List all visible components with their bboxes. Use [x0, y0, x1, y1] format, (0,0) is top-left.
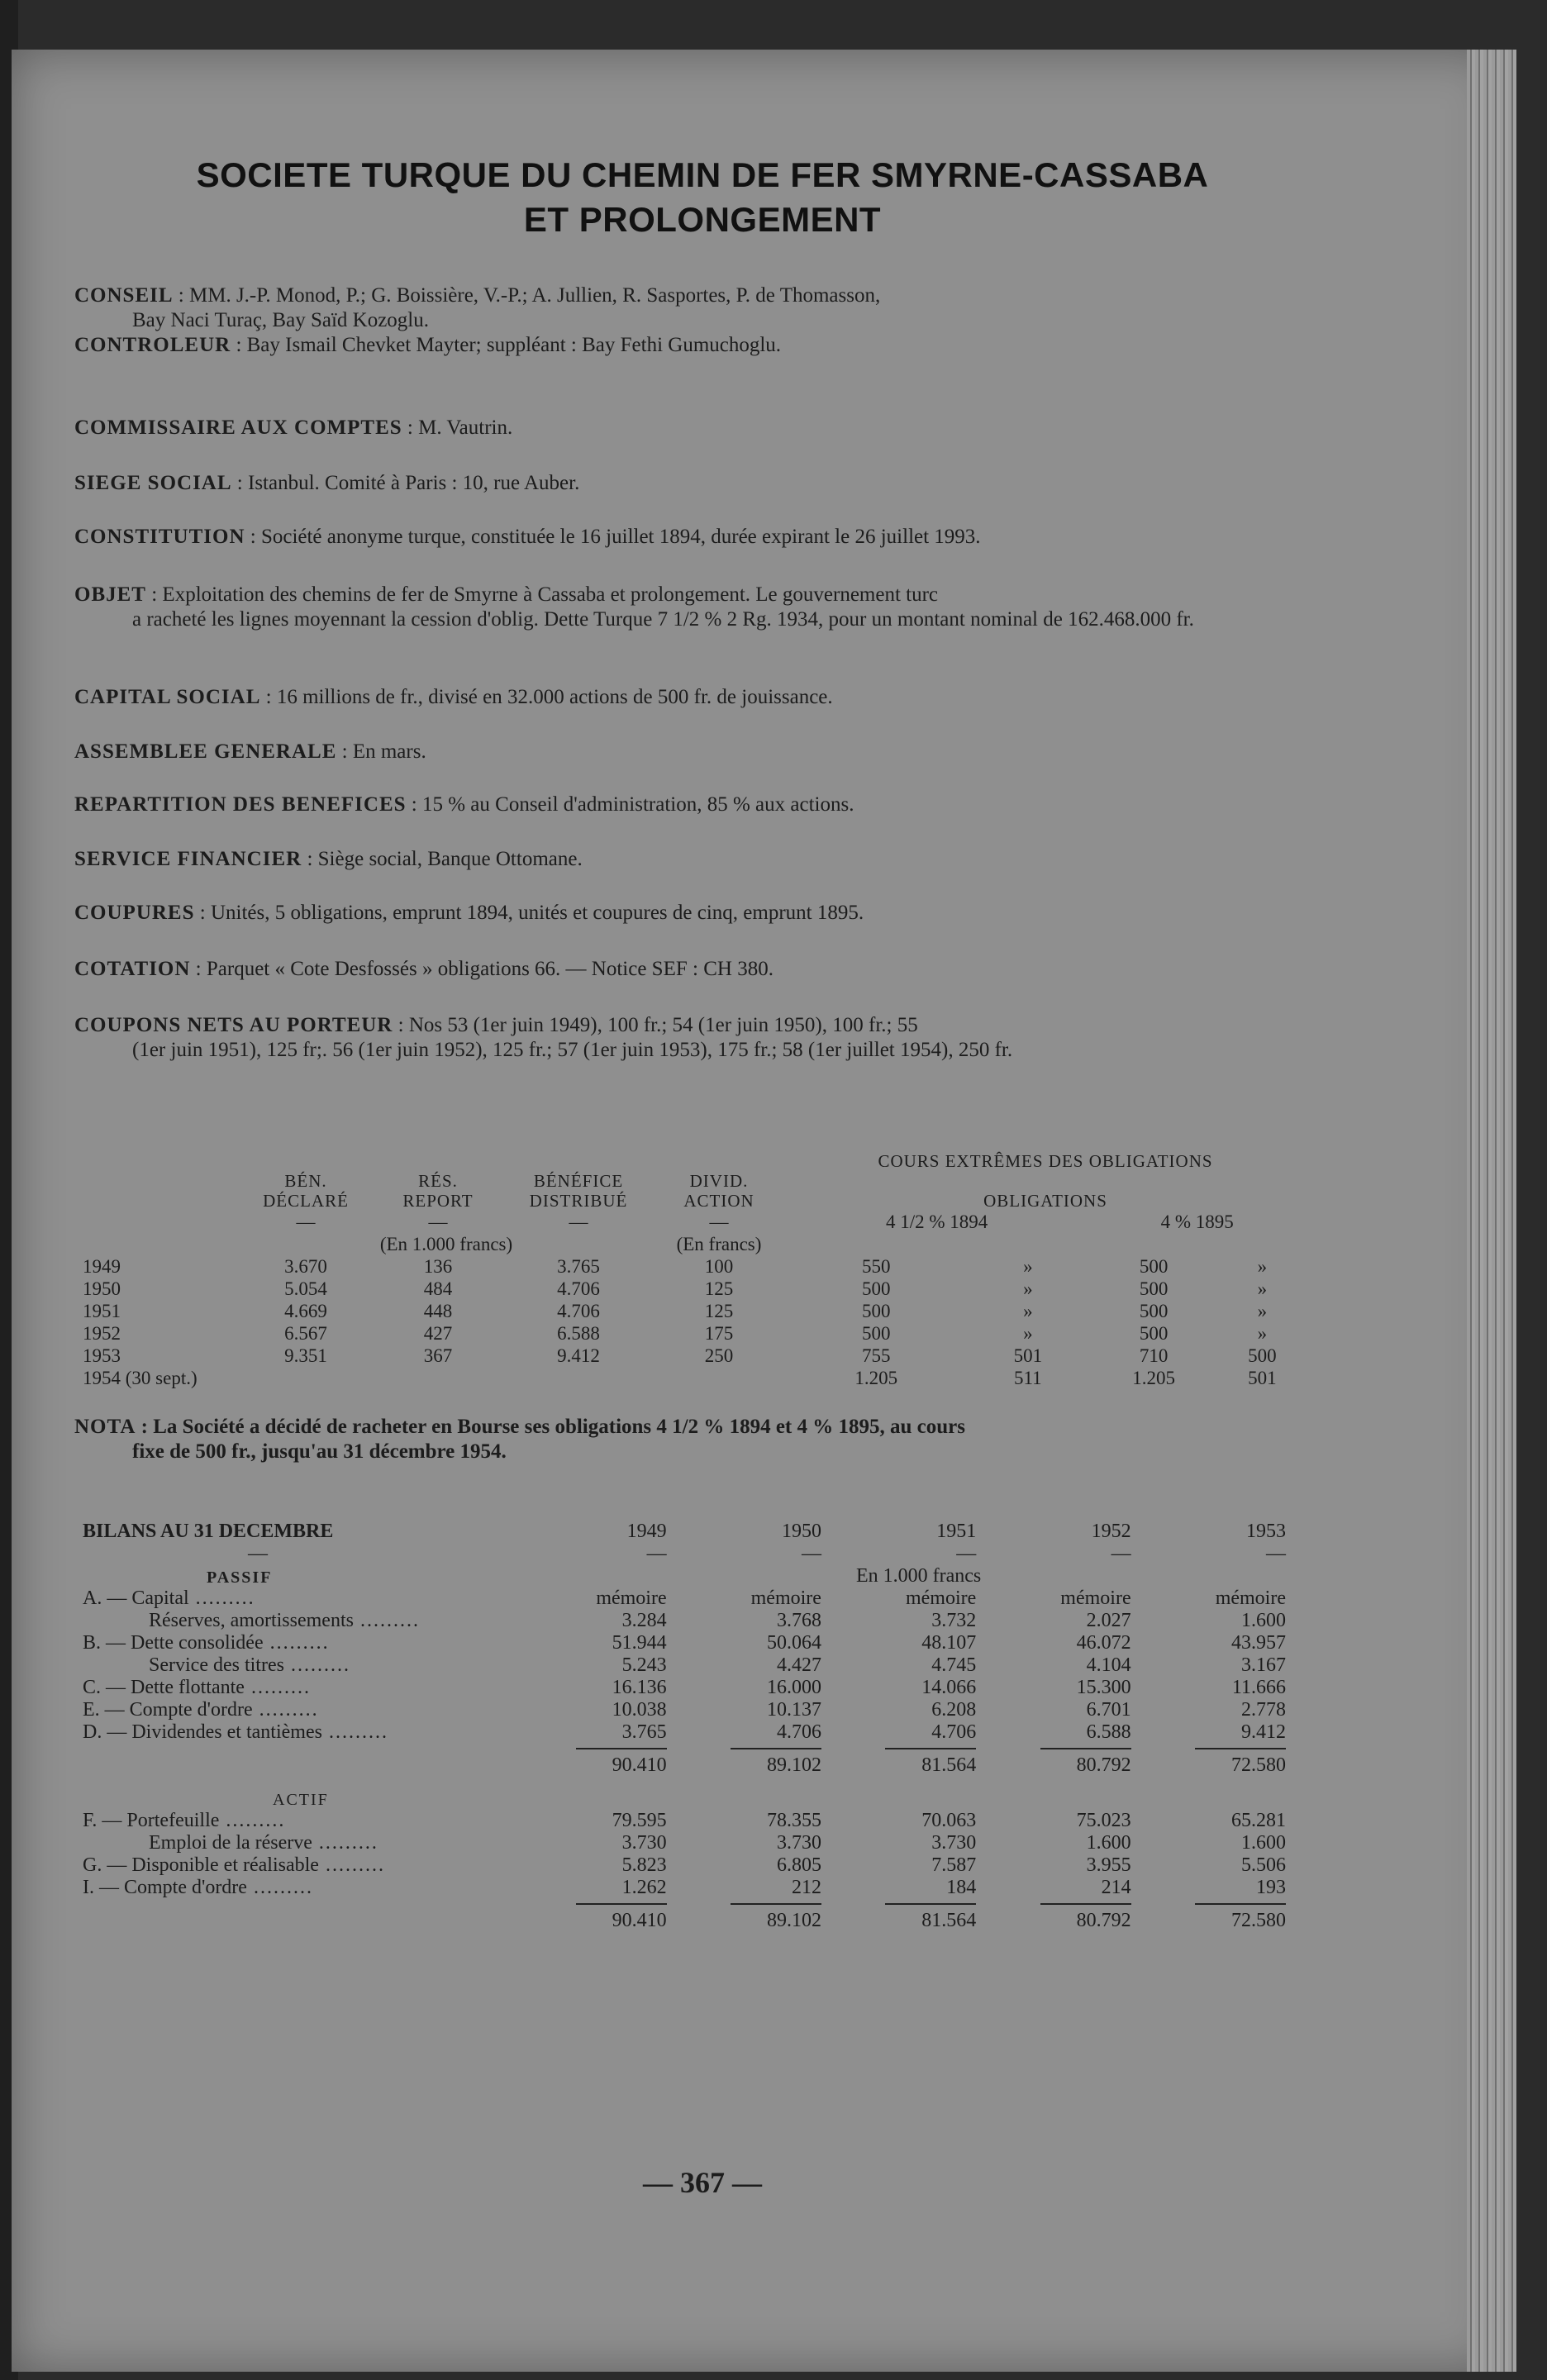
cell-ben: 6.567 — [284, 1323, 327, 1344]
title-line-2: ET PROLONGEMENT — [523, 200, 882, 239]
bilan-total — [1151, 1744, 1306, 1777]
section-label: CONTROLEUR — [74, 334, 231, 356]
bilan-row — [83, 1721, 1306, 1744]
nota — [74, 1415, 1297, 1464]
bilan-value: 3.284 — [621, 1610, 667, 1631]
section-siege-social — [74, 471, 1297, 496]
dash: — — [296, 1211, 316, 1232]
bilan-label — [83, 1721, 531, 1744]
bilan-value: 212 — [791, 1877, 821, 1898]
cell-a2: » — [1023, 1278, 1033, 1299]
bilan-value: 1.600 — [1241, 1832, 1286, 1854]
empty-cell — [83, 1211, 240, 1233]
bilan-value: 3.730 — [931, 1832, 977, 1854]
cell-a1: 550 — [861, 1256, 891, 1277]
bilan-value: 11.666 — [1231, 1677, 1286, 1698]
cell-ben: 5.054 — [284, 1278, 327, 1299]
bilan-label-text: A. — Capital — [83, 1587, 189, 1609]
bilan-label — [83, 1699, 531, 1721]
bilan-value: 4.745 — [931, 1654, 977, 1676]
leader-dots: ......... — [318, 1854, 385, 1876]
empty-cell — [1151, 1565, 1306, 1587]
bilan-value: 4.706 — [931, 1721, 977, 1743]
section-continuation: (1er juin 1951), 125 fr;. 56 (1er juin 1952), 125 fr.; 57 (1er juin 1953), 175 fr.; 58 (1er juillet 1954), 250 fr. — [132, 1039, 1013, 1061]
dash: — — [1111, 1543, 1131, 1564]
bilan-label-text: I. — Compte d'ordre — [83, 1877, 247, 1898]
cell-res: 367 — [423, 1345, 453, 1366]
total-value: 80.792 — [1040, 1748, 1131, 1777]
bilan-value: 7.587 — [931, 1854, 977, 1876]
section-text: : Nos 53 (1er juin 1949), 100 fr.; 54 (1er juin 1950), 100 fr.; 55 — [393, 1014, 918, 1036]
section-controleur — [74, 333, 1297, 358]
empty-cell — [83, 1744, 531, 1777]
bilan-total — [1151, 1899, 1306, 1932]
cell-div: 250 — [704, 1345, 734, 1366]
leader-dots: ......... — [353, 1610, 420, 1631]
table-row — [83, 1345, 1306, 1367]
cell-dist: 4.706 — [557, 1301, 600, 1321]
section-label: CONSEIL — [74, 284, 174, 307]
bilan-total-row — [83, 1744, 1306, 1777]
cell-dist — [504, 1367, 653, 1389]
cell-ben: 9.351 — [284, 1345, 327, 1366]
section-text: : M. Vautrin. — [402, 416, 513, 439]
bilan-value: 3.167 — [1241, 1654, 1286, 1676]
bilan-value: 51.944 — [612, 1632, 667, 1654]
bilan-value: 16.136 — [612, 1677, 667, 1698]
bilan-total — [531, 1744, 686, 1777]
bilan-row — [83, 1877, 1306, 1899]
section-text: : Istanbul. Comité à Paris : 10, rue Auber. — [231, 472, 580, 494]
col-head-1: RÉS. REPORT — [402, 1171, 474, 1211]
section-text: : Unités, 5 obligations, emprunt 1894, unités et coupures de cinq, emprunt 1895. — [194, 902, 864, 924]
bilan-label — [83, 1654, 531, 1677]
cell-b2: 500 — [1248, 1345, 1277, 1366]
section-service-financier — [74, 847, 1297, 872]
year: 1950 — [83, 1278, 121, 1299]
oblig-1894-head: 4 1/2 % 1894 — [886, 1211, 988, 1232]
bilan-value: 65.281 — [1231, 1810, 1286, 1831]
cell-div: 175 — [704, 1323, 734, 1344]
cours-header: COURS EXTRÊMES DES OBLIGATIONS — [878, 1151, 1213, 1171]
bilan-value: 6.208 — [931, 1699, 977, 1721]
bilan-label-text: B. — Dette consolidée — [83, 1632, 264, 1654]
table-row — [83, 1322, 1306, 1345]
section-assemblee-generale — [74, 740, 1297, 764]
bilan-total — [841, 1744, 996, 1777]
section-label: OBJET — [74, 583, 146, 606]
page-edges — [1467, 50, 1516, 2372]
section-label: CONSTITUTION — [74, 526, 245, 548]
bilan-row — [83, 1699, 1306, 1721]
bilan-total — [531, 1899, 686, 1932]
total-value: 89.102 — [731, 1748, 821, 1777]
section-constitution — [74, 525, 1297, 550]
cell-a1: 500 — [861, 1323, 891, 1344]
section-continuation: a racheté les lignes moyennant la cession d'oblig. Dette Turque 7 1/2 % 2 Rg. 1934, pour un montant nominal de 162.468.000 fr. — [132, 608, 1194, 631]
year: 1954 (30 sept.) — [83, 1368, 198, 1388]
cell-res: 448 — [423, 1301, 453, 1321]
section-coupons-nets-au-porteur — [74, 1013, 1297, 1063]
actif-label: ACTIF — [273, 1791, 329, 1809]
leader-dots: ......... — [321, 1721, 388, 1743]
bilan-label-text: Réserves, amortissements — [149, 1610, 354, 1631]
cell-b2: » — [1257, 1301, 1268, 1321]
cell-dist: 4.706 — [557, 1278, 600, 1299]
section-label: COUPURES — [74, 902, 195, 924]
cell-b1: 500 — [1139, 1301, 1169, 1321]
bilan-total-row — [83, 1899, 1306, 1932]
page-number: — 367 — — [643, 2166, 762, 2199]
bilan-row — [83, 1677, 1306, 1699]
bilan-value: 214 — [1101, 1877, 1131, 1898]
dash: — — [709, 1211, 729, 1232]
nota-label: NOTA — [74, 1416, 136, 1438]
bilan-value: 6.588 — [1086, 1721, 1131, 1743]
cell-b1: 500 — [1139, 1323, 1169, 1344]
section-label: COUPONS NETS AU PORTEUR — [74, 1014, 393, 1036]
total-value: 90.410 — [576, 1748, 667, 1777]
bilan-value: mémoire — [1060, 1587, 1131, 1609]
section-text: : Exploitation des chemins de fer de Smyrne à Cassaba et prolongement. Le gouvernement turc — [145, 583, 939, 606]
table-row — [83, 1255, 1306, 1278]
bilans-title: BILANS AU 31 DECEMBRE — [83, 1521, 334, 1542]
section-label: CAPITAL SOCIAL — [74, 686, 261, 708]
bilan-units: En 1.000 francs — [855, 1565, 982, 1587]
section-text: : Parquet « Cote Desfossés » obligations 66. — Notice SEF : CH 380. — [190, 958, 774, 980]
cell-div: 125 — [704, 1278, 734, 1299]
leader-dots: ......... — [246, 1877, 313, 1898]
section-repartition-des-benefices — [74, 793, 1297, 817]
cell-a2: 511 — [1014, 1368, 1042, 1388]
cell-ben: 3.670 — [284, 1256, 327, 1277]
bilan-value: 46.072 — [1076, 1632, 1131, 1654]
bilan-value: 3.730 — [776, 1832, 821, 1854]
section-text: : 15 % au Conseil d'administration, 85 % aux actions. — [406, 793, 854, 816]
bilan-value: 1.262 — [621, 1877, 667, 1898]
bilan-total — [841, 1899, 996, 1932]
bilan-label-text: F. — Portefeuille — [83, 1810, 220, 1831]
section-label: COTATION — [74, 958, 191, 980]
bilans-table — [83, 1521, 1306, 1932]
results-table — [83, 1149, 1306, 1389]
year: 1953 — [83, 1345, 121, 1366]
bilan-label — [83, 1632, 531, 1654]
bilan-value: 6.701 — [1086, 1699, 1131, 1721]
cell-div: 125 — [704, 1301, 734, 1321]
bilan-value: 3.732 — [931, 1610, 977, 1631]
bilan-value: 10.038 — [612, 1699, 667, 1721]
section-label: REPARTITION DES BENEFICES — [74, 793, 407, 816]
bilan-value: 2.027 — [1086, 1610, 1131, 1631]
total-value: 81.564 — [885, 1748, 976, 1777]
dash: — — [646, 1543, 667, 1564]
section-continuation: Bay Naci Turaç, Bay Saïd Kozoglu. — [132, 309, 429, 331]
cell-a1: 755 — [861, 1345, 891, 1366]
bilan-value: 9.412 — [1241, 1721, 1286, 1743]
cell-a2: 501 — [1013, 1345, 1043, 1366]
section-commissaire-aux-comptes — [74, 416, 1297, 440]
oblig-header: OBLIGATIONS — [983, 1191, 1107, 1211]
bilan-value: 43.957 — [1231, 1632, 1286, 1654]
bilan-total — [996, 1744, 1150, 1777]
bilan-value: 48.107 — [921, 1632, 977, 1654]
cell-a1: 1.205 — [854, 1368, 898, 1388]
bilan-row — [83, 1854, 1306, 1877]
cell-b1: 710 — [1139, 1345, 1169, 1366]
cell-b2: » — [1257, 1323, 1268, 1344]
col-head-2: BÉNÉFICE DISTRIBUÉ — [529, 1171, 628, 1211]
bilan-value: 1.600 — [1241, 1610, 1286, 1631]
bilan-value: 4.706 — [776, 1721, 821, 1743]
dash: — — [801, 1543, 821, 1564]
bilan-label — [83, 1854, 531, 1877]
section-text: : En mars. — [336, 740, 426, 763]
bilan-value: mémoire — [596, 1587, 667, 1609]
section-text: : MM. J.-P. Monod, P.; G. Boissière, V.-P.; A. Jullien, R. Sasportes, P. de Thomasson, — [173, 284, 881, 307]
leader-dots: ......... — [219, 1810, 286, 1831]
cell-b1: 1.205 — [1132, 1368, 1175, 1388]
section-conseil — [74, 283, 1297, 333]
bilan-year: 1951 — [936, 1521, 977, 1542]
bilan-row — [83, 1632, 1306, 1654]
bilan-value: 193 — [1256, 1877, 1286, 1898]
table-row — [83, 1367, 1306, 1389]
bilan-value: 3.955 — [1086, 1854, 1131, 1876]
empty-cell — [83, 1899, 531, 1932]
bilan-label — [83, 1810, 531, 1832]
leader-dots: ......... — [188, 1587, 255, 1609]
bilan-year: 1953 — [1246, 1521, 1286, 1542]
bilan-value: 5.823 — [621, 1854, 667, 1876]
leader-dots: ......... — [244, 1677, 311, 1698]
bilan-year: 1949 — [626, 1521, 667, 1542]
cell-ben — [240, 1367, 372, 1389]
cell-b2: » — [1257, 1256, 1268, 1277]
bilan-value: 3.768 — [776, 1610, 821, 1631]
bilan-value: 2.778 — [1241, 1699, 1286, 1721]
bilan-total — [996, 1899, 1150, 1932]
bilan-total — [687, 1899, 841, 1932]
bilan-label — [83, 1832, 531, 1854]
dash: — — [569, 1211, 588, 1232]
bilan-value: 4.104 — [1086, 1654, 1131, 1676]
cell-a1: 500 — [861, 1278, 891, 1299]
leader-dots: ......... — [283, 1654, 350, 1676]
section-objet — [74, 583, 1297, 632]
section-capital-social — [74, 685, 1297, 710]
section-cotation — [74, 957, 1297, 982]
total-value: 72.580 — [1195, 1903, 1286, 1932]
section-label: SERVICE FINANCIER — [74, 848, 302, 870]
bilan-value: mémoire — [750, 1587, 821, 1609]
total-value: 89.102 — [731, 1903, 821, 1932]
cell-a2: » — [1023, 1301, 1033, 1321]
total-value: 72.580 — [1195, 1748, 1286, 1777]
bilan-row — [83, 1610, 1306, 1632]
bilan-value: 5.243 — [621, 1654, 667, 1676]
cell-b2: » — [1257, 1278, 1268, 1299]
bilan-label-text: Service des titres — [149, 1654, 284, 1676]
bilan-label-text: D. — Dividendes et tantièmes — [83, 1721, 322, 1743]
bilan-value: 50.064 — [766, 1632, 821, 1654]
cell-res: 136 — [423, 1256, 453, 1277]
bilan-value: 79.595 — [612, 1810, 667, 1831]
bilan-value: 14.066 — [921, 1677, 977, 1698]
year: 1952 — [83, 1323, 121, 1344]
bilan-row — [83, 1832, 1306, 1854]
cell-a2: » — [1023, 1323, 1033, 1344]
bilan-value: 3.730 — [621, 1832, 667, 1854]
bilan-value: 6.805 — [776, 1854, 821, 1876]
empty-cell: — — [248, 1543, 268, 1564]
bilan-value: 184 — [946, 1877, 977, 1898]
cell-div — [653, 1367, 785, 1389]
table-row — [83, 1300, 1306, 1322]
bilan-value: 10.137 — [766, 1699, 821, 1721]
bilan-label — [83, 1610, 531, 1632]
leader-dots: ......... — [263, 1632, 330, 1654]
cell-ben: 4.669 — [284, 1301, 327, 1321]
title-line-1: SOCIETE TURQUE DU CHEMIN DE FER SMYRNE-CASSABA — [196, 155, 1209, 194]
nota-cont: fixe de 500 fr., jusqu'au 31 décembre 1954. — [132, 1440, 507, 1463]
units-francs: (En francs) — [676, 1234, 762, 1254]
section-label: ASSEMBLEE GENERALE — [74, 740, 337, 763]
year: 1951 — [83, 1301, 121, 1321]
dash: — — [428, 1211, 448, 1232]
section-label: COMMISSAIRE AUX COMPTES — [74, 416, 402, 439]
bilan-label — [83, 1677, 531, 1699]
bilan-label-text: Emploi de la réserve — [149, 1832, 312, 1854]
cell-b1: 500 — [1139, 1278, 1169, 1299]
bilan-value: 70.063 — [921, 1810, 977, 1831]
nota-text: : La Société a décidé de racheter en Bourse ses obligations 4 1/2 % 1894 et 4 % 1895, au cours — [136, 1416, 965, 1438]
dash: — — [1266, 1543, 1286, 1564]
bilan-value: 5.506 — [1241, 1854, 1286, 1876]
dash: — — [956, 1543, 977, 1564]
bilan-value: 16.000 — [766, 1677, 821, 1698]
bilan-value: 1.600 — [1086, 1832, 1131, 1854]
bilan-year: 1952 — [1091, 1521, 1131, 1542]
col-head-0: BÉN. DÉCLARÉ — [263, 1171, 349, 1211]
bilan-total — [687, 1744, 841, 1777]
cell-res: 484 — [423, 1278, 453, 1299]
bilan-label-text: E. — Compte d'ordre — [83, 1699, 253, 1721]
bilan-row — [83, 1587, 1306, 1610]
cell-b2: 501 — [1248, 1368, 1277, 1388]
total-value: 81.564 — [885, 1903, 976, 1932]
leader-dots: ......... — [252, 1699, 319, 1721]
bilan-value: 15.300 — [1076, 1677, 1131, 1698]
total-value: 90.410 — [576, 1903, 667, 1932]
bilan-row — [83, 1654, 1306, 1677]
cell-div: 100 — [704, 1256, 734, 1277]
cell-res: 427 — [423, 1323, 453, 1344]
bilan-value: mémoire — [1215, 1587, 1286, 1609]
bilan-row — [83, 1810, 1306, 1832]
cell-a1: 500 — [861, 1301, 891, 1321]
cell-a2: » — [1023, 1256, 1033, 1277]
cell-b1: 500 — [1139, 1256, 1169, 1277]
year-col-head — [83, 1171, 240, 1211]
cell-dist: 3.765 — [557, 1256, 600, 1277]
bilan-label — [83, 1877, 531, 1899]
bilan-value: 3.765 — [621, 1721, 667, 1743]
year: 1949 — [83, 1256, 121, 1277]
bilan-label-text: C. — Dette flottante — [83, 1677, 245, 1698]
bilan-year: 1950 — [781, 1521, 821, 1542]
bilan-value: mémoire — [905, 1587, 977, 1609]
section-coupures — [74, 901, 1297, 926]
bilan-value: 75.023 — [1076, 1810, 1131, 1831]
section-text: : Société anonyme turque, constituée le 16 juillet 1894, durée expirant le 26 juillet 1993. — [245, 526, 981, 548]
total-value: 80.792 — [1040, 1903, 1131, 1932]
bilan-value: 78.355 — [766, 1810, 821, 1831]
cell-res — [372, 1367, 504, 1389]
section-text: : Bay Ismail Chevket Mayter; suppléant : Bay Fethi Gumuchoglu. — [231, 334, 782, 356]
oblig-1895-head: 4 % 1895 — [1160, 1211, 1234, 1232]
passif-label: PASSIF — [207, 1568, 273, 1587]
col-head-3: DIVID. ACTION — [683, 1171, 754, 1211]
bilan-label-text: G. — Disponible et réalisable — [83, 1854, 319, 1876]
empty-cell — [83, 1233, 240, 1255]
bilan-value: 4.427 — [776, 1654, 821, 1676]
section-text: : 16 millions de fr., divisé en 32.000 actions de 500 fr. de jouissance. — [260, 686, 833, 708]
section-text: : Siège social, Banque Ottomane. — [302, 848, 583, 870]
bilan-label — [83, 1587, 531, 1610]
cell-dist: 9.412 — [557, 1345, 600, 1366]
section-label: SIEGE SOCIAL — [74, 472, 232, 494]
units-thousand: (En 1.000 francs) — [379, 1234, 513, 1254]
cell-dist: 6.588 — [557, 1323, 600, 1344]
empty-cell — [531, 1565, 686, 1587]
leader-dots: ......... — [312, 1832, 378, 1854]
table-row — [83, 1278, 1306, 1300]
empty-cell — [785, 1233, 1306, 1255]
